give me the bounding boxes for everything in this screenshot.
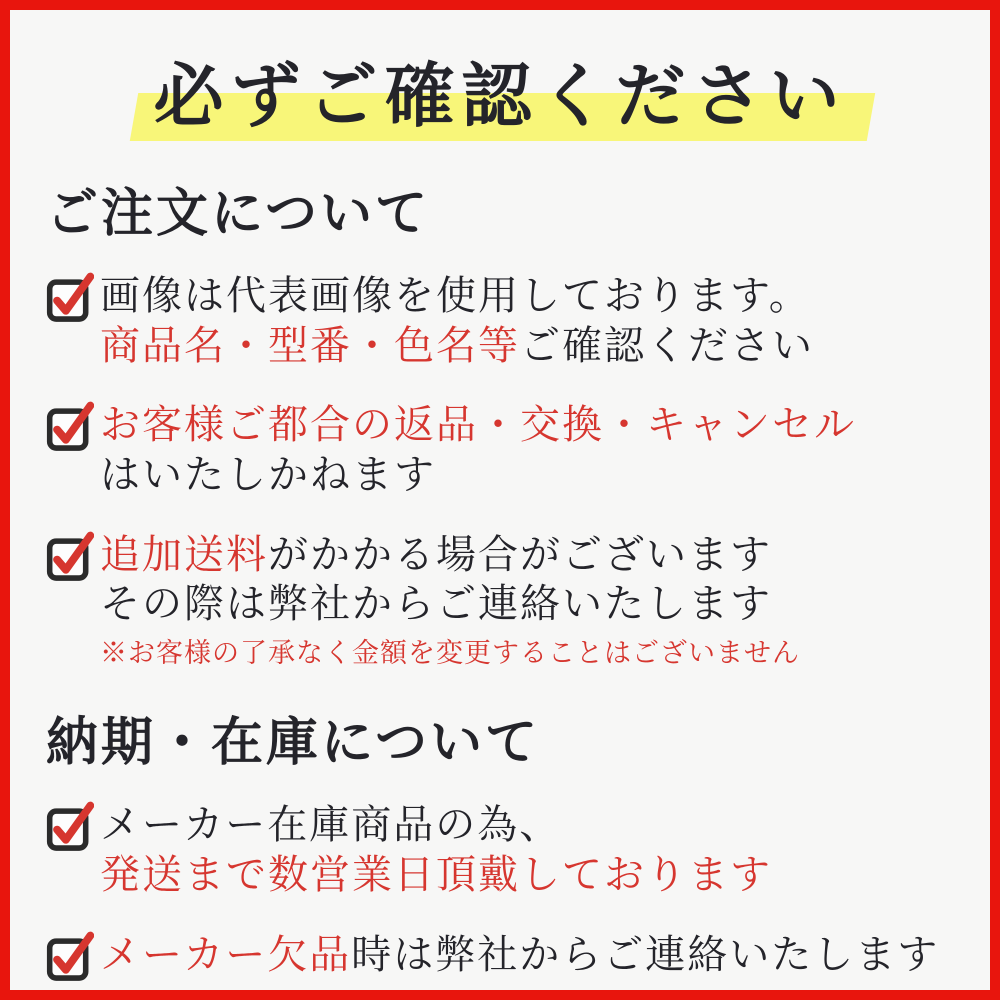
text-segment-black: がかかる場合がございます [268,531,772,578]
sections-container [10,185,990,983]
text-segment-red: ※お客様の了承なく金額を変更することはございません [100,637,800,669]
checked-checkbox-icon [46,268,94,324]
item-text [100,272,814,371]
title-area [10,50,990,141]
item-line [100,851,772,901]
checked-checkbox-icon [46,927,94,983]
item-line [100,322,814,372]
item-line [100,451,856,501]
text-segment-black: 時は弊社からご連絡いたします [351,931,940,978]
text-segment-red: メーカー欠品 [100,931,352,978]
text-segment-red: お客様ご都合の返品・交換・キャンセル [100,402,856,449]
text-segment-red: 発送まで数営業日頂戴しております [100,851,772,898]
check-item [46,801,960,900]
item-text [100,531,800,671]
text-segment-black: その際は弊社からご連絡いたします [100,581,772,628]
section-heading-0: ご注文について [46,183,430,244]
text-segment-red: 商品名・型番・色名等 [100,322,520,369]
item-line [100,401,856,451]
item-text [100,801,772,900]
check-item [46,931,960,983]
text-segment-red: 追加送料 [100,531,268,578]
item-note-line [100,638,800,670]
checked-checkbox-icon [46,527,94,583]
item-line [100,272,814,322]
item-line [100,580,800,630]
check-item [46,531,960,671]
item-line [100,531,800,581]
text-segment-black: メーカー在庫商品の為、 [100,802,562,849]
item-line [100,801,772,851]
page-title: 必ずご確認ください [153,54,847,137]
text-segment-black: はいたしかねます [100,451,436,498]
section-heading-1: 納期・在庫について [46,712,540,774]
item-text [100,931,939,981]
title-wrap [140,50,861,141]
checked-checkbox-icon [46,797,94,853]
check-item [46,401,960,500]
text-segment-black: ご確認ください [520,322,814,369]
item-line [100,931,939,981]
text-segment-black: 画像は代表画像を使用しております。 [100,273,811,320]
checked-checkbox-icon [46,397,94,453]
check-item [46,272,960,371]
item-text [100,401,856,500]
